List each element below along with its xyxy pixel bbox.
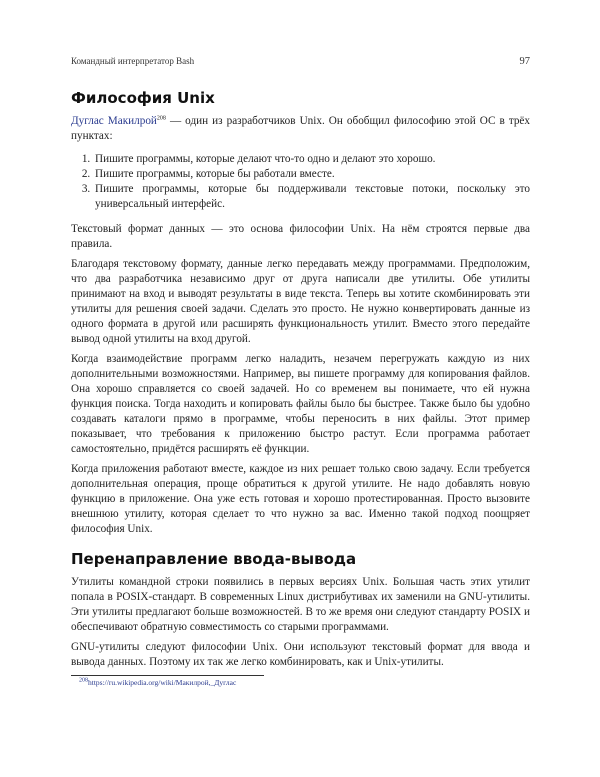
section-heading-io-redirection: Перенаправление ввода-вывода (71, 550, 357, 568)
book-title: Командный интерпретатор Bash (71, 56, 195, 66)
footnote (71, 675, 264, 688)
section-unix-philosophy (71, 114, 530, 537)
page (71, 0, 530, 708)
footnote-link[interactable]: https://ru.wikipedia.org/wiki/Макилрой,_Дуглас (88, 678, 237, 687)
list-item: 1. Пишите программы, которые делают что-то одно и делают это хорошо. (93, 152, 530, 167)
running-header (71, 55, 530, 68)
list-item: 2. Пишите программы, которые бы работали вместе. (93, 167, 530, 182)
paragraph: Когда взаимодействие программ легко наладить, незачем перегружать каждую из них дополнительными возможностями. Например, вы пишете программу для копирования файлов. Она хорошо справляется со своей задачей. Но со временем вы понимаете, что ей нужна функция поиска. Тогда находить и копировать файлы было бы быстрее. Также было бы удобно создавать каталоги прямо в программе, чтобы переносить в них файлы. Этот пример показывает, что требования к приложению быстро растут. Если программа работает самостоятельно, придётся расширять её функции. (71, 353, 530, 455)
list-item: 3. Пишите программы, которые бы поддерживали текстовые потоки, поскольку это универсальный интерфейс. (93, 182, 530, 212)
principles-list (71, 152, 530, 212)
mcilroy-link[interactable]: Дуглас Макилрой (71, 115, 157, 127)
intro-paragraph (71, 114, 530, 144)
footnote-ref[interactable]: 208 (156, 115, 166, 122)
section-io-redirection (71, 575, 530, 670)
paragraph: GNU-утилиты следуют философии Unix. Они используют текстовый формат для ввода и вывода данных. Поэтому их так же легко комбинировать, как и Unix-утилиты. (71, 641, 530, 668)
paragraph: Когда приложения работают вместе, каждое из них решает только свою задачу. Если требуется дополнительная операция, проще обратиться к другой утилите. Не надо добавлять новую функцию в приложение. Она уже есть готовая и хорошо протестированная. Просто вызовите внешнюю утилиту, которая сделает то что нужно за вас. Именно такой подход поощряет философия Unix. (71, 463, 530, 535)
paragraph: Благодаря текстовому формату, данные легко передавать между программами. Предположим, что два разработчика независимо друг от друга написали две утилиты. Обе утилиты принимают на вход и выводят результаты в виде текста. Теперь вы хотите скомбинировать эти утилиты для решения своей задачи. Сделать это просто. Не нужно конвертировать данные из одного формата в другой или расширять функциональность утилит. Вместо этого передайте вывод одной утилиты на вход другой. (71, 258, 530, 345)
footnote-number: 208 (79, 677, 88, 684)
paragraph: Утилиты командной строки появились в первых версиях Unix. Большая часть этих утилит попала в POSIX-стандарт. В современных Linux дистрибутивах их заменили на GNU-утилиты. Эти утилиты предлагают больше возможностей. В то же время они следуют стандарту POSIX и обеспечивают обратную совместимость со старыми программами. (71, 576, 530, 633)
intro-text: — один из разработчиков Unix. Он обобщил философию этой ОС в трёх пунктах: (71, 115, 530, 142)
page-number: 97 (519, 56, 530, 67)
paragraph: Текстовый формат данных — это основа философии Unix. На нём строятся первые два правила. (71, 223, 530, 250)
section-heading-unix-philosophy: Философия Unix (71, 89, 215, 107)
